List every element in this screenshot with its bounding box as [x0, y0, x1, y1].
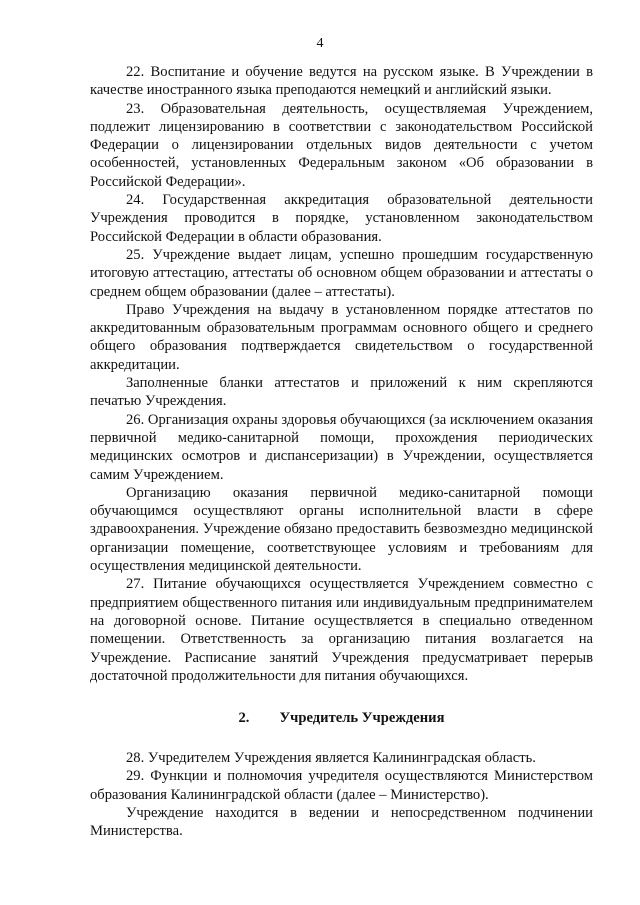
section-number: 2. — [238, 710, 250, 727]
paragraph-22: 22. Воспитание и обучение ведутся на русском языке. В Учреждении в качестве иностранного языка преподаются немецкий и английский языки. — [90, 64, 593, 99]
paragraph-24: 24. Государственная аккредитация образовательной деятельности Учреждения проводится в порядке, установленном законодательством Российской Федерации в области образования. — [90, 192, 593, 245]
paragraph-26-organization: Организацию оказания первичной медико-санитарной помощи обучающимся осуществляют органы исполнительной власти в сфере здравоохранения. Учреждение обязано предоставить безвозмездно медицинской организации помещение, соответствующее условиям и требованиям для осуществления медицинской деятельности. — [90, 484, 593, 575]
section-title: Учредитель Учреждения — [279, 710, 445, 727]
paragraph-25: 25. Учреждение выдает лицам, успешно прошедшим государственную итоговую аттестацию, аттестаты об основном общем образовании и аттестаты о среднем общем образовании (далее – аттестаты). — [90, 246, 593, 300]
page-number: 4 — [316, 36, 324, 51]
section-heading — [90, 709, 593, 727]
paragraph-subordination: Учреждение находится в ведении и непосредственном подчинении Министерства. — [90, 804, 593, 840]
paragraph-28: 28. Учредителем Учреждения является Калининградская область. — [126, 750, 536, 767]
paragraph-27: 27. Питание обучающихся осуществляется Учреждением совместно с предприятием общественного питания или индивидуальным предпринимателем на договорной основе. Питание осуществляется в специально отведенном помещении. Ответственность за организацию питания возлагается на Учреждение. Расписание занятий Учреждения предусматривает перерыв достаточной продолжительности для питания обучающихся. — [90, 576, 593, 684]
document-body — [90, 63, 593, 841]
paragraph-25-blanks: Заполненные бланки аттестатов и приложений к ним скрепляются печатью Учреждения. — [90, 375, 593, 410]
paragraph-29: 29. Функции и полномочия учредителя осуществляются Министерством образования Калининградской области (далее – Министерство). — [90, 768, 593, 803]
paragraph-26: 26. Организация охраны здоровья обучающихся (за исключением оказания первичной медико-санитарной помощи, прохождения периодических медицинских осмотров и диспансеризации) в Учреждении, осуществляется самим Учреждением. — [90, 411, 593, 483]
paragraph-23: 23. Образовательная деятельность, осуществляемая Учреждением, подлежит лицензированию в соответствии с законодательством Российской Федерации о лицензировании отдельных видов деятельности с учетом особенностей, установленных Федеральным законом «Об образовании в Российской Федерации». — [90, 100, 593, 190]
paragraph-25-right: Право Учреждения на выдачу в установленном порядке аттестатов по аккредитованным образовательным программам основного общего и среднего общего образования подтверждается свидетельством о государственной аккредитации. — [90, 301, 593, 373]
